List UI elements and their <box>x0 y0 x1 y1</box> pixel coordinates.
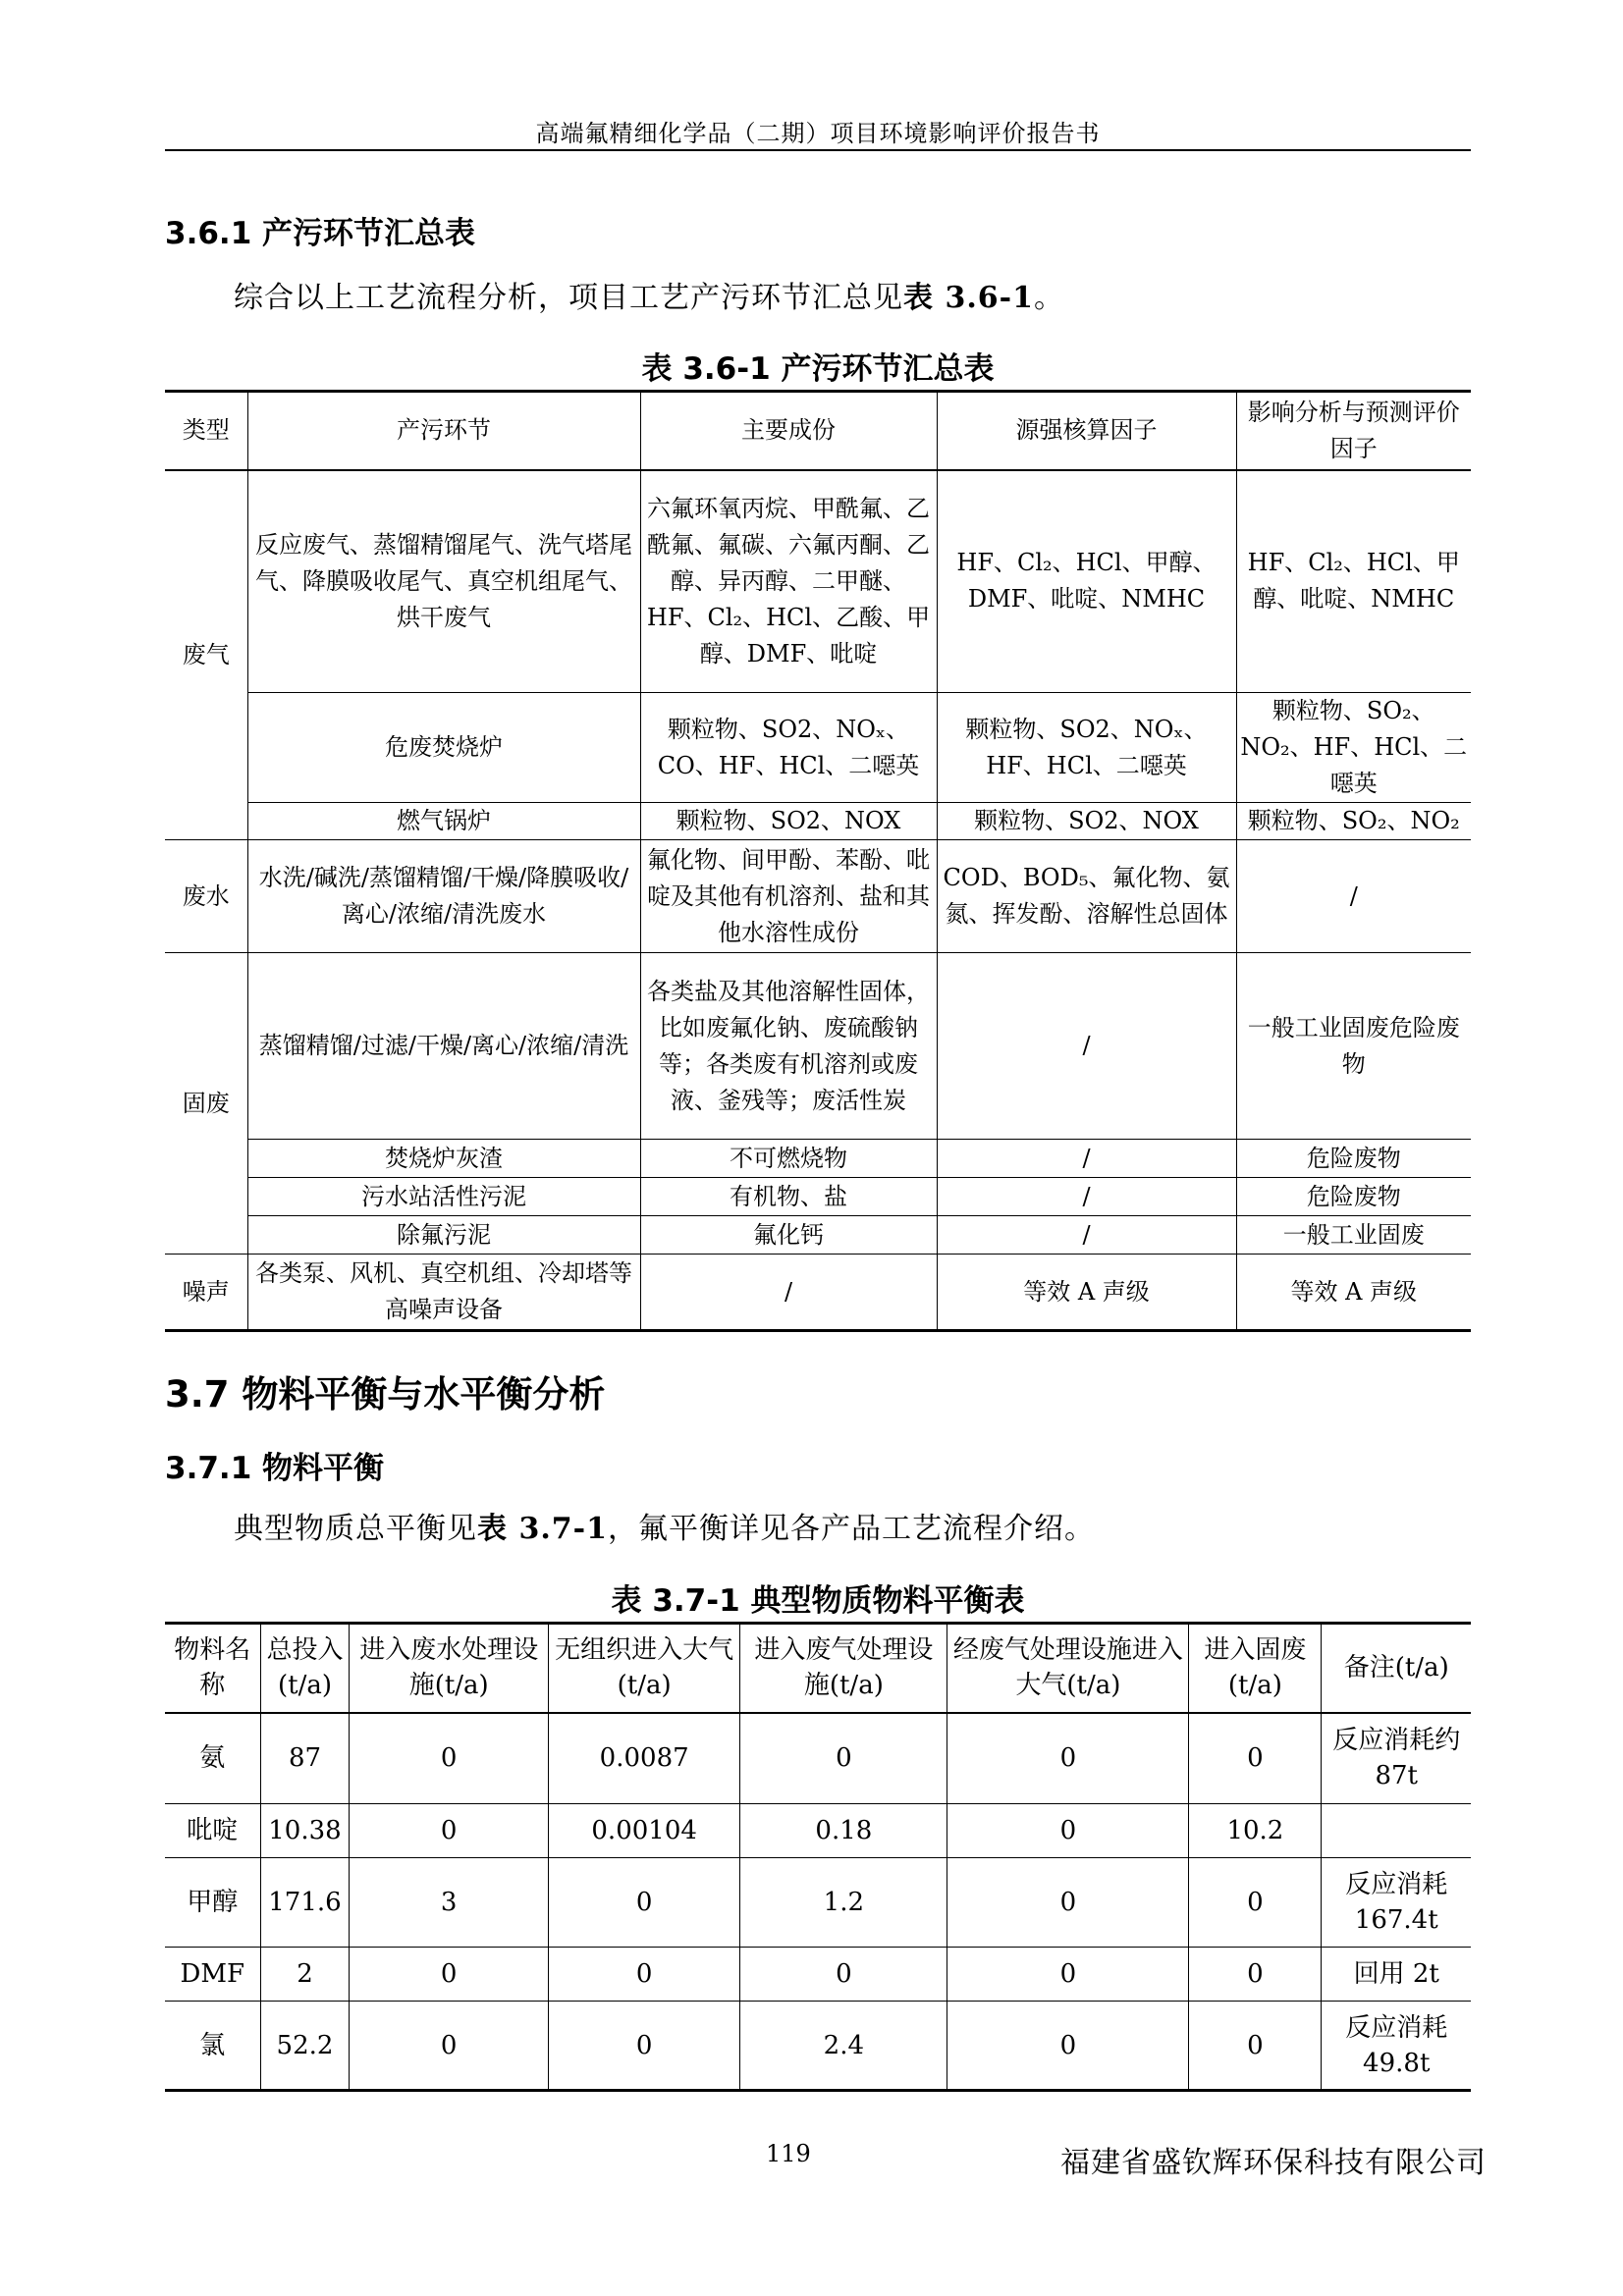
source-factor-cell: 等效 A 声级 <box>937 1255 1236 1331</box>
page-number: 119 <box>766 2140 811 2167</box>
material-balance-table <box>165 1622 1471 2092</box>
pollution-summary-table <box>165 390 1471 1332</box>
column-header: 影响分析与预测评价因子 <box>1236 392 1471 470</box>
table-cell: 吡啶 <box>165 1804 260 1858</box>
link-cell: 蒸馏精馏/过滤/干燥/离心/浓缩/清洗 <box>247 953 640 1140</box>
component-cell: / <box>640 1255 937 1331</box>
table-cell: 2 <box>260 1948 350 2002</box>
impact-factor-cell: 危险废物 <box>1236 1178 1471 1216</box>
impact-factor-cell: 颗粒物、SO₂、NO₂ <box>1236 803 1471 840</box>
table-cell: 0 <box>549 2002 740 2091</box>
table-cell: 0 <box>947 1948 1189 2002</box>
table-row <box>165 1140 1471 1178</box>
column-header: 产污环节 <box>247 392 640 470</box>
table-cell: 0 <box>1189 2002 1322 2091</box>
impact-factor-cell: 等效 A 声级 <box>1236 1255 1471 1331</box>
component-cell: 颗粒物、SO2、NOX <box>640 803 937 840</box>
source-factor-cell: 颗粒物、SO2、NOX <box>937 803 1236 840</box>
impact-factor-cell: HF、Cl₂、HCl、甲醇、吡啶、NMHC <box>1236 470 1471 693</box>
table-cell: 0 <box>549 1858 740 1948</box>
type-cell: 废气 <box>165 470 247 840</box>
table-reference: 表 3.7-1 <box>477 1512 608 1546</box>
table-cell: 3 <box>350 1858 549 1948</box>
column-header: 进入固废(t/a) <box>1189 1624 1322 1713</box>
column-header: 物料名称 <box>165 1624 260 1713</box>
component-cell: 颗粒物、SO2、NOₓ、CO、HF、HCl、二噁英 <box>640 693 937 803</box>
impact-factor-cell: / <box>1236 840 1471 953</box>
section-3-7-1-intro <box>234 1504 1095 1547</box>
table-row <box>165 1255 1471 1331</box>
table-row <box>165 1804 1471 1858</box>
column-header: 经废气处理设施进入大气(t/a) <box>947 1624 1189 1713</box>
table-cell: 0 <box>1189 1948 1322 2002</box>
table-row <box>165 1713 1471 1804</box>
table-cell: 52.2 <box>260 2002 350 2091</box>
intro-text-end: ，氟平衡详见各产品工艺流程介绍。 <box>607 1512 1095 1546</box>
column-header: 源强核算因子 <box>937 392 1236 470</box>
link-cell: 焚烧炉灰渣 <box>247 1140 640 1178</box>
component-cell: 六氟环氧丙烷、甲酰氟、乙酰氟、氟碳、六氟丙酮、乙醇、异丙醇、二甲醚、HF、Cl₂、HCl、乙酸、甲醇、DMF、吡啶 <box>640 470 937 693</box>
table-cell: 甲醇 <box>165 1858 260 1948</box>
table-cell: 10.2 <box>1189 1804 1322 1858</box>
table-row <box>165 470 1471 693</box>
component-cell: 氟化物、间甲酚、苯酚、吡啶及其他有机溶剂、盐和其他水溶性成份 <box>640 840 937 953</box>
link-cell: 污水站活性污泥 <box>247 1178 640 1216</box>
column-header: 备注(t/a) <box>1322 1624 1471 1713</box>
table-cell: 10.38 <box>260 1804 350 1858</box>
table-cell: 0 <box>947 1713 1189 1804</box>
source-factor-cell: HF、Cl₂、HCl、甲醇、DMF、吡啶、NMHC <box>937 470 1236 693</box>
impact-factor-cell: 危险废物 <box>1236 1140 1471 1178</box>
table-cell: 0 <box>1189 1858 1322 1948</box>
column-header: 进入废气处理设施(t/a) <box>740 1624 947 1713</box>
table-row <box>165 803 1471 840</box>
table-cell: 反应消耗49.8t <box>1322 2002 1471 2091</box>
table-cell: 87 <box>260 1713 350 1804</box>
source-factor-cell: 颗粒物、SO2、NOₓ、HF、HCl、二噁英 <box>937 693 1236 803</box>
table-row <box>165 1216 1471 1255</box>
table-cell: 反应消耗约 87t <box>1322 1713 1471 1804</box>
source-factor-cell: / <box>937 953 1236 1140</box>
table-row <box>165 840 1471 953</box>
impact-factor-cell: 一般工业固废 <box>1236 1216 1471 1255</box>
table-cell: 反应消耗167.4t <box>1322 1858 1471 1948</box>
table-row <box>165 2002 1471 2091</box>
component-cell: 氟化钙 <box>640 1216 937 1255</box>
company-name: 福建省盛钦辉环保科技有限公司 <box>1060 2146 1487 2180</box>
component-cell: 各类盐及其他溶解性固体，比如废氟化钠、废硫酸钠等；各类废有机溶剂或废液、釜残等；废活性炭 <box>640 953 937 1140</box>
table-cell: 0 <box>1189 1713 1322 1804</box>
table-cell: 0 <box>549 1948 740 2002</box>
table-cell: 0 <box>350 2002 549 2091</box>
section-3-6-1-heading: 3.6.1 产污环节汇总表 <box>165 216 476 251</box>
intro-text: 典型物质总平衡见 <box>234 1512 477 1546</box>
table-row <box>165 1858 1471 1948</box>
table-cell: 171.6 <box>260 1858 350 1948</box>
table-header-row <box>165 392 1471 470</box>
table-cell: 0 <box>740 1713 947 1804</box>
impact-factor-cell: 一般工业固废危险废物 <box>1236 953 1471 1140</box>
source-factor-cell: / <box>937 1140 1236 1178</box>
table-cell: 氨 <box>165 1713 260 1804</box>
table-3-6-1-caption: 表 3.6-1 产污环节汇总表 <box>641 351 995 387</box>
link-cell: 危废焚烧炉 <box>247 693 640 803</box>
table-cell: 2.4 <box>740 2002 947 2091</box>
section-3-7-heading: 3.7 物料平衡与水平衡分析 <box>165 1373 606 1415</box>
table-cell: 氯 <box>165 2002 260 2091</box>
table-row <box>165 1178 1471 1216</box>
link-cell: 除氟污泥 <box>247 1216 640 1255</box>
header-rule <box>165 149 1471 151</box>
table-cell: 0 <box>947 1804 1189 1858</box>
table-row <box>165 693 1471 803</box>
component-cell: 有机物、盐 <box>640 1178 937 1216</box>
column-header: 进入废水处理设施(t/a) <box>350 1624 549 1713</box>
source-factor-cell: / <box>937 1216 1236 1255</box>
table-3-7-1-caption: 表 3.7-1 典型物质物料平衡表 <box>611 1583 1025 1619</box>
impact-factor-cell: 颗粒物、SO₂、NO₂、HF、HCl、二噁英 <box>1236 693 1471 803</box>
type-cell: 废水 <box>165 840 247 953</box>
table-cell: 0 <box>350 1948 549 2002</box>
section-3-6-1-intro <box>234 273 1064 316</box>
table-cell: 0 <box>350 1804 549 1858</box>
source-factor-cell: COD、BOD₅、氟化物、氨氮、挥发酚、溶解性总固体 <box>937 840 1236 953</box>
link-cell: 各类泵、风机、真空机组、冷却塔等高噪声设备 <box>247 1255 640 1331</box>
intro-text: 综合以上工艺流程分析，项目工艺产污环节汇总见 <box>234 281 903 315</box>
table-header-row <box>165 1624 1471 1713</box>
column-header: 主要成份 <box>640 392 937 470</box>
table-reference: 表 3.6-1 <box>903 281 1034 315</box>
section-3-7-1-heading: 3.7.1 物料平衡 <box>165 1451 385 1486</box>
link-cell: 水洗/碱洗/蒸馏精馏/干燥/降膜吸收/离心/浓缩/清洗废水 <box>247 840 640 953</box>
table-row <box>165 1948 1471 2002</box>
component-cell: 不可燃烧物 <box>640 1140 937 1178</box>
intro-text-end: 。 <box>1033 281 1064 315</box>
link-cell: 反应废气、蒸馏精馏尾气、洗气塔尾气、降膜吸收尾气、真空机组尾气、烘干废气 <box>247 470 640 693</box>
running-header: 高端氟精细化学品（二期）项目环境影响评价报告书 <box>535 120 1101 147</box>
table-cell: 0.00104 <box>549 1804 740 1858</box>
table-row <box>165 953 1471 1140</box>
table-cell: 回用 2t <box>1322 1948 1471 2002</box>
table-cell: 0.18 <box>740 1804 947 1858</box>
column-header: 总投入(t/a) <box>260 1624 350 1713</box>
table-cell: 1.2 <box>740 1858 947 1948</box>
column-header: 无组织进入大气(t/a) <box>549 1624 740 1713</box>
table-cell <box>1322 1804 1471 1858</box>
table-cell: DMF <box>165 1948 260 2002</box>
column-header: 类型 <box>165 392 247 470</box>
table-cell: 0 <box>350 1713 549 1804</box>
table-cell: 0 <box>947 2002 1189 2091</box>
type-cell: 固废 <box>165 953 247 1255</box>
link-cell: 燃气锅炉 <box>247 803 640 840</box>
table-cell: 0.0087 <box>549 1713 740 1804</box>
source-factor-cell: / <box>937 1178 1236 1216</box>
table-cell: 0 <box>947 1858 1189 1948</box>
table-cell: 0 <box>740 1948 947 2002</box>
type-cell: 噪声 <box>165 1255 247 1331</box>
